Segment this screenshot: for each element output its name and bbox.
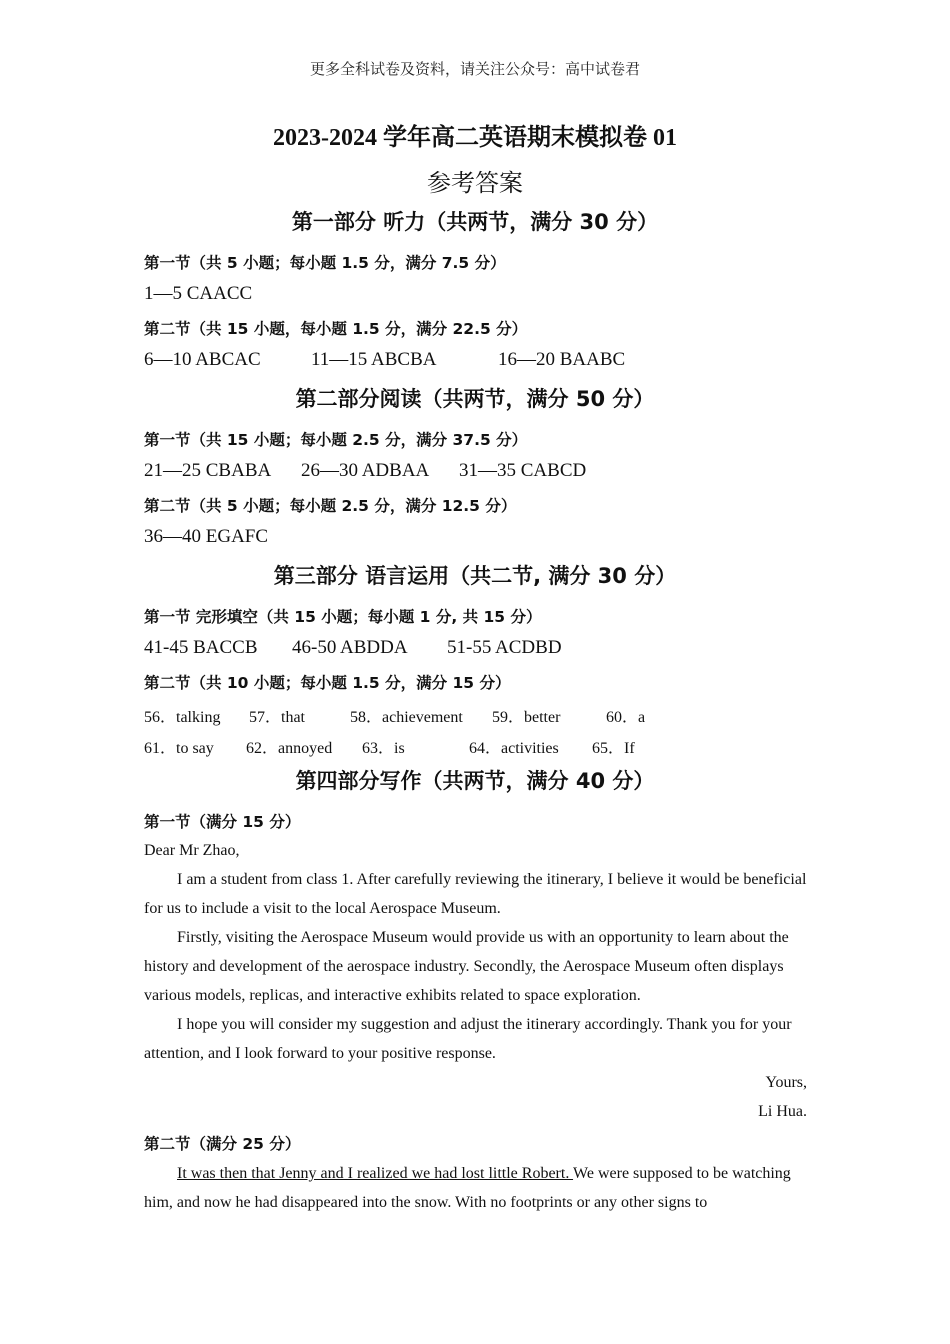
part4-heading: 第四部分写作（共两节，满分 40 分）	[295, 769, 655, 793]
answer-group: 31—35 CABCD	[459, 460, 587, 481]
fill-answer: 61．to say	[144, 740, 214, 757]
part2-heading: 第二部分阅读（共两节，满分 50 分）	[295, 387, 655, 411]
fill-answer: 57．that	[249, 709, 305, 726]
part1-sec2-heading: 第二节（共 15 小题，每小题 1.5 分，满分 22.5 分）	[144, 320, 528, 338]
answer-group: 36—40 EGAFC	[144, 526, 269, 547]
answer-group: 26—30 ADBAA	[301, 460, 430, 481]
fill-answer: 60．a	[606, 709, 646, 726]
part3-heading: 第三部分 语言运用（共二节, 满分 30 分）	[273, 564, 677, 588]
fill-answer: 58．achievement	[350, 709, 463, 726]
letter-paragraph-2: Firstly, visiting the Aerospace Museum would provide us with an opportunity to learn about the history and development of the aerospace industry. Secondly, the Aerospace Museum often displays various models, replicas, and interactive exhibits related to space exploration.	[144, 929, 789, 1004]
letter-paragraph-1: I am a student from class 1. After carefully reviewing the itinerary, I believe it would be beneficial for us to include a visit to the local Aerospace Museum.	[144, 871, 807, 917]
fill-answer: 62．annoyed	[246, 740, 333, 757]
part1-heading: 第一部分 听力（共两节，满分 30 分）	[291, 210, 659, 234]
fill-answer: 63．is	[362, 740, 405, 757]
part4-sec2-heading: 第二节（满分 25 分）	[144, 1135, 301, 1153]
answer-group: 1—5 CAACC	[144, 283, 253, 304]
part2-sec1-heading: 第一节（共 15 小题；每小题 2.5 分，满分 37.5 分）	[144, 431, 528, 449]
fill-answer: 59．better	[492, 709, 561, 726]
fill-answers-row-1	[144, 704, 808, 726]
answer-group: 21—25 CBABA	[144, 460, 272, 481]
fill-answer: 65．If	[592, 740, 635, 757]
header-note: 更多全科试卷及资料，请关注公众号：高中试卷君	[309, 60, 640, 78]
part1-sec1-heading: 第一节（共 5 小题；每小题 1.5 分，满分 7.5 分）	[144, 254, 506, 272]
answer-group: 51-55 ACDBD	[447, 637, 562, 658]
part3-sec2-heading: 第二节（共 10 小题；每小题 1.5 分，满分 15 分）	[144, 674, 511, 692]
part2-sec1-answers	[144, 460, 587, 482]
story-paragraph	[144, 1159, 808, 1217]
letter-signature: Li Hua.	[758, 1103, 807, 1120]
part3-sec1-heading: 第一节 完形填空（共 15 小题；每小题 1 分, 共 15 分）	[144, 608, 542, 626]
part1-sec1-answers	[144, 283, 252, 305]
part3-sec1-answers	[144, 637, 562, 659]
fill-answers-row-2	[144, 735, 808, 757]
answer-group: 46-50 ABDDA	[292, 637, 408, 658]
letter-greeting: Dear Mr Zhao,	[144, 842, 240, 859]
document-subtitle: 参考答案	[427, 169, 523, 197]
letter-closing: Yours,	[765, 1074, 807, 1091]
part2-sec2-heading: 第二节（共 5 小题；每小题 2.5 分，满分 12.5 分）	[144, 497, 517, 515]
part1-sec2-answers	[144, 349, 626, 371]
answer-group: 41-45 BACCB	[144, 637, 258, 658]
answer-group: 16—20 BAABC	[498, 349, 626, 370]
fill-answer: 56．talking	[144, 709, 221, 726]
part2-sec2-answers	[144, 526, 268, 548]
story-text: We were supposed to be watching him, and now he had disappeared into the snow. With no footprints or any other signs to	[144, 1165, 791, 1211]
letter-paragraph-3: I hope you will consider my suggestion and adjust the itinerary accordingly. Thank you for your attention, and I look forward to your positive response.	[144, 1016, 792, 1062]
answer-group: 11—15 ABCBA	[311, 349, 437, 370]
fill-answer: 64．activities	[469, 740, 559, 757]
document-title: 2023-2024 学年高二英语期末模拟卷 01	[273, 125, 677, 151]
answer-group: 6—10 ABCAC	[144, 349, 261, 370]
part4-sec1-heading: 第一节（满分 15 分）	[144, 813, 301, 831]
story-underlined-sentence: It was then that Jenny and I realized we had lost little Robert.	[177, 1165, 574, 1182]
